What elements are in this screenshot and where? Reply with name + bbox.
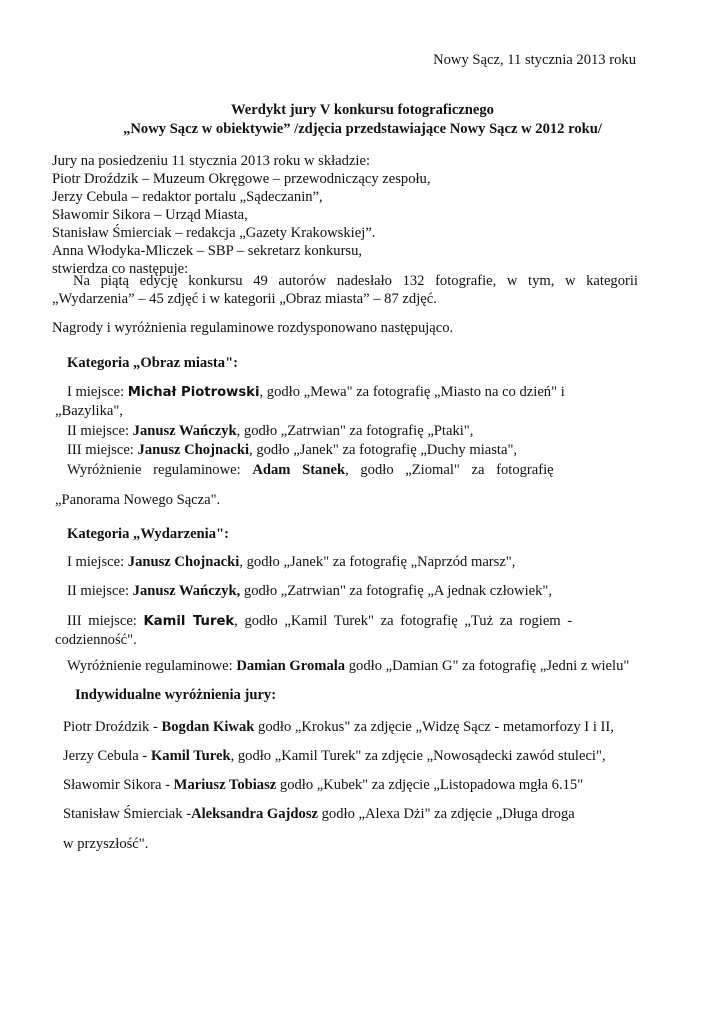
category-heading-city: Kategoria „Obraz miasta": <box>67 355 239 371</box>
winner-name: Damian Gromala <box>236 658 346 674</box>
place-label: I miejsce: <box>67 384 128 400</box>
winner-name: Janusz Chojnacki <box>127 554 240 570</box>
juror-name: Jerzy Cebula - <box>63 748 151 764</box>
individual-award-cont: w przyszłość". <box>63 836 149 852</box>
city-third-place <box>67 441 517 459</box>
city-first-place <box>67 383 565 402</box>
award-details: godło „Krokus" za zdjęcie „Widzę Sącz - metamorfozy I i II, <box>254 719 614 735</box>
individual-award <box>63 776 583 794</box>
events-first-place <box>67 553 515 571</box>
place-label: I miejsce: <box>67 554 128 570</box>
winner-name: Bogdan Kiwak <box>161 719 255 735</box>
events-distinction <box>67 657 629 675</box>
document-subtitle: „Nowy Sącz w obiektywie” /zdjęcia przedstawiające Nowy Sącz w 2012 roku/ <box>123 121 602 137</box>
jury-line: Stanisław Śmierciak – redakcja „Gazety Krakowskiej”. <box>52 225 376 241</box>
document-title: Werdykt jury V konkursu fotograficznego <box>231 102 494 118</box>
summary-paragraph <box>52 272 638 308</box>
award-details: godło „Damian G" za fotografię „Jedni z wielu" <box>345 658 630 674</box>
category-heading-individual: Indywidualne wyróżnienia jury: <box>75 687 277 703</box>
awards-intro: Nagrody i wyróżnienia regulaminowe rozdysponowano następująco. <box>52 320 454 336</box>
events-third-place-cont: codzienność". <box>55 632 137 648</box>
place-label: Wyróżnienie regulaminowe: <box>67 462 253 478</box>
individual-award <box>63 805 575 823</box>
winner-name: Aleksandra Gajdosz <box>191 806 318 822</box>
award-details: godło „Zatrwian" za fotografię „A jednak człowiek", <box>240 583 553 599</box>
jury-line: Jerzy Cebula – redaktor portalu „Sądeczanin”, <box>52 189 323 205</box>
jury-line: Jury na posiedzeniu 11 stycznia 2013 roku w składzie: <box>52 153 371 169</box>
place-label: III miejsce: <box>67 442 138 458</box>
award-details: godło „Alexa Dżi" za zdjęcie „Długa droga <box>317 806 575 822</box>
award-details: , godło „Janek" za fotografię „Duchy miasta", <box>249 442 518 458</box>
winner-name: Adam Stanek <box>252 462 346 478</box>
award-details: godło „Kubek" za zdjęcie „Listopadowa mgła 6.15" <box>276 777 584 793</box>
award-details: , godło „Zatrwian" za fotografię „Ptaki", <box>236 423 474 439</box>
place-label: Wyróżnienie regulaminowe: <box>67 658 237 674</box>
winner-name: Mariusz Tobiasz <box>173 777 277 793</box>
jury-line: stwierdza co następuje: <box>52 261 189 277</box>
events-second-place <box>67 582 552 600</box>
individual-award <box>63 747 606 765</box>
juror-name: Stanisław Śmierciak - <box>63 806 192 822</box>
jury-line: Piotr Droździk – Muzeum Okręgowe – przewodniczący zespołu, <box>52 171 431 187</box>
place-label: III miejsce: <box>67 613 144 629</box>
jury-composition <box>52 152 431 278</box>
winner-name: Janusz Wańczyk <box>132 423 237 439</box>
winner-name: Michał Piotrowski <box>127 385 260 400</box>
award-details: , godło „Kamil Turek" za zdjęcie „Nowosądecki zawód stuleci", <box>230 748 606 764</box>
jury-line: Anna Włodyka-Mliczek – SBP – sekretarz konkursu, <box>52 243 363 259</box>
award-details: , godło „Kamil Turek" za fotografię „Tuż za rogiem - <box>234 613 573 629</box>
award-details: , godło „Mewa" za fotografię „Miasto na co dzień" i <box>259 384 565 400</box>
place-label: II miejsce: <box>67 423 133 439</box>
juror-name: Piotr Droździk - <box>63 719 162 735</box>
events-third-place <box>67 612 572 631</box>
city-second-place <box>67 422 473 440</box>
individual-award <box>63 718 614 736</box>
jury-line: Sławomir Sikora – Urząd Miasta, <box>52 207 248 223</box>
summary-line: „Wydarzenia” – 45 zdjęć i w kategorii „Obraz miasta” – 87 zdjęć. <box>52 291 437 307</box>
award-details: , godło „Ziomal" za fotografię <box>345 462 554 478</box>
place-label: II miejsce: <box>67 583 133 599</box>
juror-name: Sławomir Sikora - <box>63 777 174 793</box>
award-details: , godło „Janek" za fotografię „Naprzód marsz", <box>239 554 516 570</box>
winner-name: Kamil Turek <box>150 748 231 764</box>
winner-name: Kamil Turek <box>143 614 235 629</box>
winner-name: Janusz Chojnacki <box>137 442 250 458</box>
date-line: Nowy Sącz, 11 stycznia 2013 roku <box>433 52 636 68</box>
city-distinction-cont: „Panorama Nowego Sącza". <box>55 492 221 508</box>
summary-line: Na piątą edycję konkursu 49 autorów nadesłało 132 fotografie, w tym, w kategorii <box>73 273 638 289</box>
category-heading-events: Kategoria „Wydarzenia": <box>67 526 229 542</box>
city-first-place-cont: „Bazylika", <box>55 403 123 419</box>
winner-name: Janusz Wańczyk, <box>132 583 241 599</box>
city-distinction <box>67 461 554 479</box>
